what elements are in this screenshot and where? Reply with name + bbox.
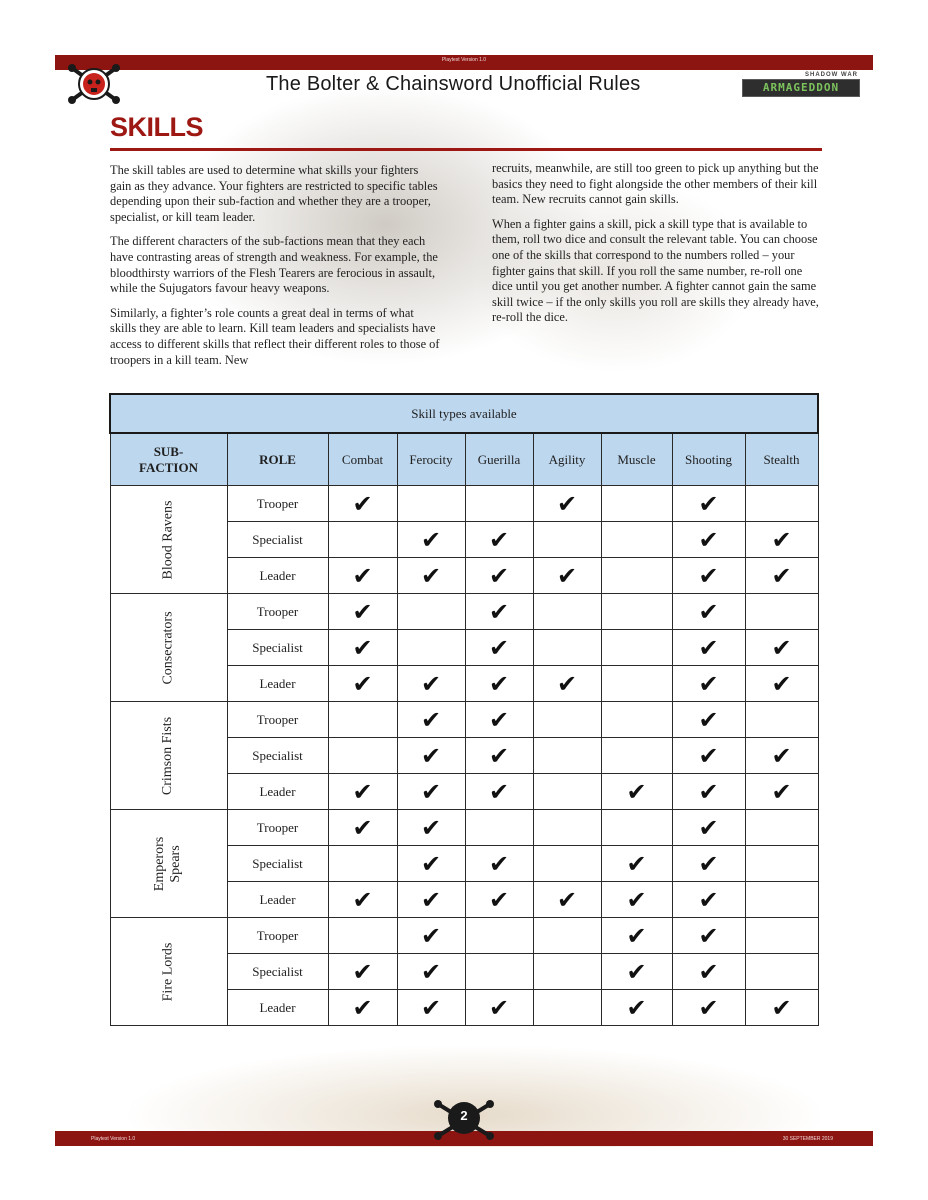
skill-cell: [601, 882, 672, 918]
checkmark-icon: ✔: [771, 561, 792, 590]
skill-cell: [672, 918, 745, 954]
skill-cell: [328, 738, 397, 774]
role-cell: Specialist: [227, 738, 328, 774]
role-cell: Leader: [227, 990, 328, 1026]
table-row: [110, 918, 818, 954]
skill-cell: [672, 522, 745, 558]
skill-cell: [672, 882, 745, 918]
checkmark-icon: ✔: [488, 777, 510, 806]
checkmark-icon: ✔: [771, 633, 792, 662]
skill-cell: [672, 630, 745, 666]
role-cell: Trooper: [227, 810, 328, 846]
skill-cell: [465, 738, 533, 774]
subfaction-name: Blood Ravens: [160, 500, 176, 580]
skill-cell: [328, 918, 397, 954]
paragraph: Similarly, a fighter’s role counts a great deal in terms of what skills they are able to learn. Kill team leaders and specialists have access to different skills that reflect their different roles to those of troopers in a kill team. New: [110, 305, 440, 367]
table-row: [110, 594, 818, 630]
skill-cell: [465, 882, 533, 918]
table-row: [110, 702, 818, 738]
skills-table: [109, 393, 819, 1026]
checkmark-icon: ✔: [488, 597, 510, 626]
table-row: [110, 810, 818, 846]
checkmark-icon: ✔: [698, 597, 719, 626]
table-row: [110, 486, 818, 522]
checkmark-icon: ✔: [626, 849, 647, 878]
checkmark-icon: ✔: [626, 957, 647, 986]
skill-cell: [533, 594, 601, 630]
checkmark-icon: ✔: [771, 993, 792, 1022]
skill-cell: [745, 954, 818, 990]
skill-cell: [745, 774, 818, 810]
skill-cell: [328, 522, 397, 558]
skill-cell: [745, 594, 818, 630]
checkmark-icon: ✔: [352, 633, 373, 662]
checkmark-icon: ✔: [771, 777, 792, 806]
checkmark-icon: ✔: [420, 561, 442, 590]
checkmark-icon: ✔: [352, 489, 373, 518]
checkmark-icon: ✔: [420, 813, 442, 842]
skill-cell: [465, 918, 533, 954]
skill-cell: [601, 666, 672, 702]
skill-cell: [601, 594, 672, 630]
checkmark-icon: ✔: [488, 993, 510, 1022]
checkmark-icon: ✔: [698, 849, 719, 878]
skill-cell: [328, 990, 397, 1026]
checkmark-icon: ✔: [771, 741, 792, 770]
skill-cell: [465, 522, 533, 558]
skill-cell: [465, 630, 533, 666]
skill-cell: [601, 810, 672, 846]
skill-cell: [328, 882, 397, 918]
skill-cell: [745, 990, 818, 1026]
checkmark-icon: ✔: [626, 993, 647, 1022]
subfaction-cell: [110, 918, 227, 1026]
skill-cell: [465, 486, 533, 522]
paragraph: The different characters of the sub-factions mean that they each have contrasting areas of strength and weakness. For example, the bloodthirsty warriors of the Flesh Tearers are ferocious in assault, while the Sujugators favour heavy weapons.: [110, 234, 438, 296]
checkmark-icon: ✔: [420, 957, 442, 986]
checkmark-icon: ✔: [488, 669, 510, 698]
section-title: SKILLS: [110, 112, 204, 142]
checkmark-icon: ✔: [352, 813, 373, 842]
skill-cell: [601, 522, 672, 558]
playtest-version-footer: Playtest Version 1.0: [91, 1136, 136, 1142]
checkmark-icon: ✔: [698, 633, 719, 662]
subfaction-name: Emperors Spears: [152, 836, 184, 891]
checkmark-icon: ✔: [420, 993, 442, 1022]
footer-date: 30 SEPTEMBER 2019: [782, 1136, 833, 1142]
checkmark-icon: ✔: [698, 777, 719, 806]
role-cell: Specialist: [227, 630, 328, 666]
skill-cell: [465, 666, 533, 702]
skill-cell: [601, 774, 672, 810]
checkmark-icon: ✔: [698, 525, 719, 554]
column-header-skill: Agility: [533, 433, 601, 486]
skill-cell: [465, 846, 533, 882]
skill-cell: [533, 666, 601, 702]
checkmark-icon: ✔: [556, 561, 578, 590]
page-number-badge: [432, 1096, 496, 1142]
role-cell: Trooper: [227, 594, 328, 630]
role-cell: Trooper: [227, 918, 328, 954]
skill-cell: [745, 738, 818, 774]
skill-cell: [397, 738, 465, 774]
column-header-role: ROLE: [227, 433, 328, 486]
skill-cell: [672, 702, 745, 738]
skill-cell: [397, 774, 465, 810]
skill-cell: [745, 558, 818, 594]
skill-cell: [672, 558, 745, 594]
armageddon-logo: [742, 72, 858, 98]
checkmark-icon: ✔: [771, 669, 792, 698]
skill-cell: [672, 594, 745, 630]
skill-cell: [601, 990, 672, 1026]
checkmark-icon: ✔: [352, 561, 373, 590]
skill-cell: [397, 630, 465, 666]
checkmark-icon: ✔: [420, 741, 442, 770]
checkmark-icon: ✔: [771, 525, 792, 554]
playtest-version-top: Playtest Version 1.0: [441, 57, 487, 63]
skill-cell: [465, 954, 533, 990]
document-title: The Bolter & Chainsword Unofficial Rules: [266, 73, 641, 95]
column-header-skill: Shooting: [672, 433, 745, 486]
checkmark-icon: ✔: [488, 705, 510, 734]
skill-cell: [328, 594, 397, 630]
checkmark-icon: ✔: [420, 525, 442, 554]
logo-wordmark: ARMAGEDDON: [742, 79, 860, 97]
checkmark-icon: ✔: [698, 741, 719, 770]
skill-cell: [328, 630, 397, 666]
checkmark-icon: ✔: [698, 921, 719, 950]
checkmark-icon: ✔: [420, 669, 442, 698]
paragraph: When a fighter gains a skill, pick a skill type that is available to them, roll two dice and consult the relevant table. You can choose one of the skills that correspond to the numbers rolled – your fighter gains that skill. If you roll the same number, re-roll one dice until you get another number. A fighter cannot gain the same skill twice – if the only skills you roll are skills they already have, re-roll the dice.: [492, 216, 819, 325]
checkmark-icon: ✔: [698, 813, 719, 842]
skill-cell: [533, 738, 601, 774]
skill-cell: [328, 702, 397, 738]
logo-subtitle: SHADOW WAR: [805, 72, 858, 78]
title-underline: [110, 148, 822, 151]
skill-cell: [601, 846, 672, 882]
skill-cell: [397, 486, 465, 522]
skill-cell: [533, 846, 601, 882]
checkmark-icon: ✔: [420, 921, 442, 950]
checkmark-icon: ✔: [420, 705, 442, 734]
skill-cell: [533, 522, 601, 558]
skill-cell: [397, 954, 465, 990]
checkmark-icon: ✔: [488, 849, 510, 878]
checkmark-icon: ✔: [698, 489, 719, 518]
role-cell: Trooper: [227, 702, 328, 738]
skill-cell: [533, 954, 601, 990]
skill-cell: [672, 486, 745, 522]
skill-cell: [601, 558, 672, 594]
checkmark-icon: ✔: [352, 597, 373, 626]
skill-cell: [465, 774, 533, 810]
skill-cell: [672, 954, 745, 990]
role-cell: Specialist: [227, 954, 328, 990]
role-cell: Leader: [227, 774, 328, 810]
checkmark-icon: ✔: [488, 525, 510, 554]
checkmark-icon: ✔: [626, 885, 647, 914]
skill-cell: [397, 990, 465, 1026]
role-cell: Leader: [227, 882, 328, 918]
checkmark-icon: ✔: [420, 885, 442, 914]
skill-cell: [533, 990, 601, 1026]
skill-cell: [672, 774, 745, 810]
skill-cell: [745, 522, 818, 558]
checkmark-icon: ✔: [488, 885, 510, 914]
skill-cell: [328, 486, 397, 522]
skill-cell: [465, 810, 533, 846]
skill-cell: [328, 774, 397, 810]
skill-cell: [601, 486, 672, 522]
checkmark-icon: ✔: [488, 741, 510, 770]
skill-cell: [601, 954, 672, 990]
skill-cell: [465, 990, 533, 1026]
skill-cell: [465, 702, 533, 738]
skill-cell: [601, 738, 672, 774]
skill-cell: [601, 630, 672, 666]
skill-cell: [672, 990, 745, 1026]
skill-cell: [672, 810, 745, 846]
skill-cell: [328, 558, 397, 594]
skill-cell: [397, 666, 465, 702]
role-cell: Specialist: [227, 522, 328, 558]
skill-cell: [745, 630, 818, 666]
skill-cell: [533, 630, 601, 666]
skill-cell: [533, 486, 601, 522]
skill-cell: [745, 666, 818, 702]
skill-cell: [465, 558, 533, 594]
checkmark-icon: ✔: [698, 993, 719, 1022]
skill-cell: [328, 954, 397, 990]
skill-cell: [672, 666, 745, 702]
skill-cell: [745, 918, 818, 954]
checkmark-icon: ✔: [488, 561, 510, 590]
role-cell: Trooper: [227, 486, 328, 522]
column-header-skill: Stealth: [745, 433, 818, 486]
checkmark-icon: ✔: [698, 561, 719, 590]
skill-cell: [745, 702, 818, 738]
paragraph: recruits, meanwhile, are still too green to pick up anything but the basics they need to fight alongside the other members of their kill team. New recruits cannot gain skills.: [492, 161, 819, 207]
checkmark-icon: ✔: [556, 669, 578, 698]
subfaction-cell: [110, 486, 227, 594]
skill-cell: [533, 810, 601, 846]
column-header-skill: Guerilla: [465, 433, 533, 486]
checkmark-icon: ✔: [698, 669, 719, 698]
checkmark-icon: ✔: [698, 705, 719, 734]
skill-cell: [533, 702, 601, 738]
checkmark-icon: ✔: [626, 921, 647, 950]
skill-cell: [397, 882, 465, 918]
checkmark-icon: ✔: [626, 777, 647, 806]
skill-cell: [465, 594, 533, 630]
skill-types-header: Skill types available: [110, 394, 818, 433]
subfaction-cell: [110, 594, 227, 702]
skill-cell: [397, 522, 465, 558]
skill-cell: [672, 846, 745, 882]
subfaction-name: Consecrators: [160, 611, 176, 685]
skill-cell: [328, 810, 397, 846]
skill-cell: [397, 918, 465, 954]
checkmark-icon: ✔: [352, 777, 373, 806]
skill-cell: [745, 846, 818, 882]
checkmark-icon: ✔: [352, 669, 373, 698]
column-header-skill: Combat: [328, 433, 397, 486]
skill-cell: [328, 666, 397, 702]
checkmark-icon: ✔: [488, 633, 510, 662]
paragraph: The skill tables are used to determine what skills your fighters gain as they advance. Your fighters are restricted to specific tables depending upon their sub-faction and whether they are a trooper, specialist, or kill team leader.: [110, 163, 438, 224]
checkmark-icon: ✔: [352, 993, 373, 1022]
column-header-skill: Ferocity: [397, 433, 465, 486]
page-number: 2: [460, 1108, 468, 1123]
subfaction-cell: [110, 810, 227, 918]
skill-cell: [601, 702, 672, 738]
skill-cell: [397, 846, 465, 882]
subfaction-name: Crimson Fists: [160, 716, 176, 796]
skill-cell: [672, 738, 745, 774]
checkmark-icon: ✔: [698, 885, 719, 914]
skill-cell: [397, 702, 465, 738]
top-banner: [55, 55, 873, 70]
skill-cell: [328, 846, 397, 882]
body-left-column: [110, 163, 440, 377]
skill-cell: [533, 774, 601, 810]
role-cell: Leader: [227, 666, 328, 702]
checkmark-icon: ✔: [556, 489, 578, 518]
skill-cell: [533, 882, 601, 918]
skull-emblem-icon: [68, 64, 120, 104]
skill-cell: [397, 558, 465, 594]
subfaction-name: Fire Lords: [160, 942, 176, 1002]
role-cell: Leader: [227, 558, 328, 594]
checkmark-icon: ✔: [556, 885, 578, 914]
skill-cell: [745, 882, 818, 918]
skill-cell: [601, 918, 672, 954]
body-right-column: [492, 161, 822, 335]
column-header-subfaction: SUB- FACTION: [110, 433, 227, 486]
checkmark-icon: ✔: [352, 885, 373, 914]
skill-cell: [533, 558, 601, 594]
skill-cell: [397, 594, 465, 630]
checkmark-icon: ✔: [352, 957, 373, 986]
skill-cell: [745, 486, 818, 522]
role-cell: Specialist: [227, 846, 328, 882]
checkmark-icon: ✔: [420, 777, 442, 806]
checkmark-icon: ✔: [698, 957, 719, 986]
column-header-skill: Muscle: [601, 433, 672, 486]
subfaction-cell: [110, 702, 227, 810]
checkmark-icon: ✔: [420, 849, 442, 878]
skill-cell: [397, 810, 465, 846]
skill-cell: [533, 918, 601, 954]
skill-cell: [745, 810, 818, 846]
